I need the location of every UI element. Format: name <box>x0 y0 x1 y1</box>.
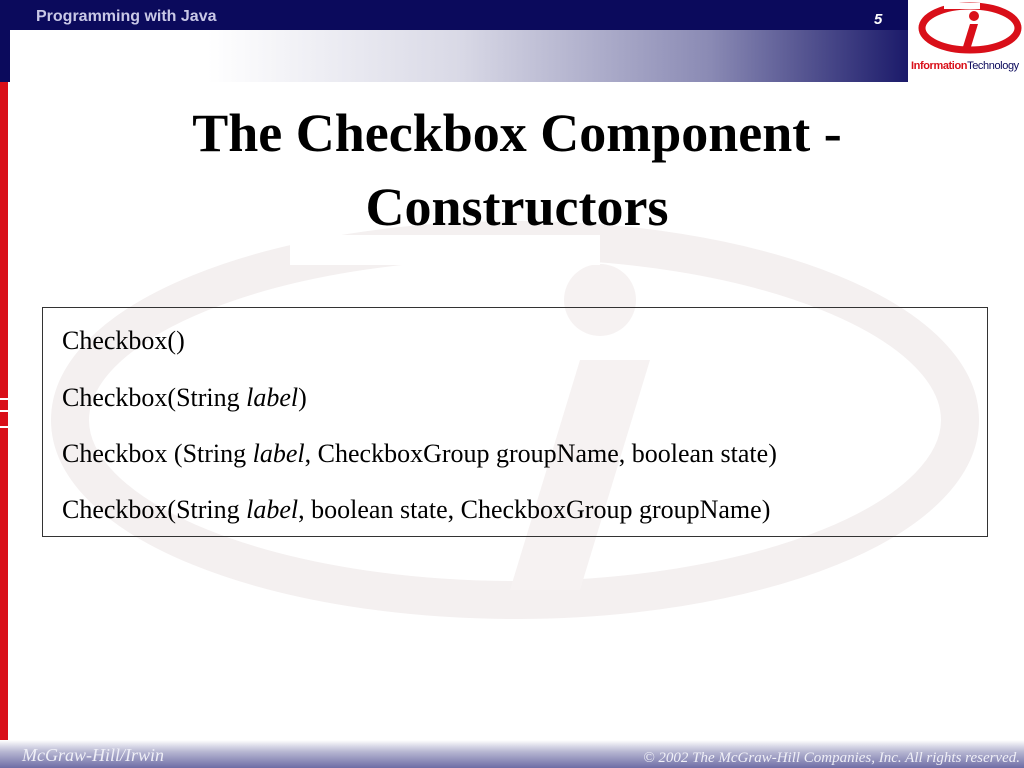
constructor-param: label <box>252 439 305 468</box>
constructor-line <box>62 439 777 469</box>
left-stripe-divider <box>0 426 9 428</box>
constructor-line <box>62 383 307 413</box>
constructor-text: ) <box>298 383 307 412</box>
logo-wordmark <box>911 60 1024 72</box>
logo-emblem-icon <box>908 0 1024 60</box>
left-stripe-divider <box>0 410 9 412</box>
logo-text-information: Information <box>911 60 968 72</box>
constructor-text: Checkbox() <box>62 326 185 355</box>
slide-title-line-2: Constructors <box>365 177 669 237</box>
constructor-text: , boolean state, CheckboxGroup groupName) <box>298 495 771 524</box>
footer-copyright: © 2002 The McGraw-Hill Companies, Inc. All rights reserved. <box>643 750 1020 766</box>
slide-title <box>40 96 994 244</box>
left-stripe-navy <box>0 0 10 82</box>
slide-title-line-1: The Checkbox Component - <box>192 103 842 163</box>
constructor-text: Checkbox(String <box>62 495 247 524</box>
header-gradient <box>10 30 908 82</box>
constructor-param: label <box>246 383 299 412</box>
footer-publisher: McGraw-Hill/Irwin <box>22 745 164 765</box>
constructor-param: label <box>246 495 299 524</box>
information-technology-logo <box>908 0 1024 82</box>
constructor-line <box>62 326 185 356</box>
constructor-line <box>62 495 770 525</box>
left-stripe-divider <box>0 398 9 400</box>
constructors-box <box>42 307 988 537</box>
slide-number: 5 <box>874 11 883 28</box>
constructor-text: Checkbox (String <box>62 439 253 468</box>
logo-text-technology: Technology <box>967 60 1019 72</box>
constructor-text: , CheckboxGroup groupName, boolean state) <box>304 439 777 468</box>
course-title: Programming with Java <box>36 8 217 25</box>
constructor-text: Checkbox(String <box>62 383 247 412</box>
